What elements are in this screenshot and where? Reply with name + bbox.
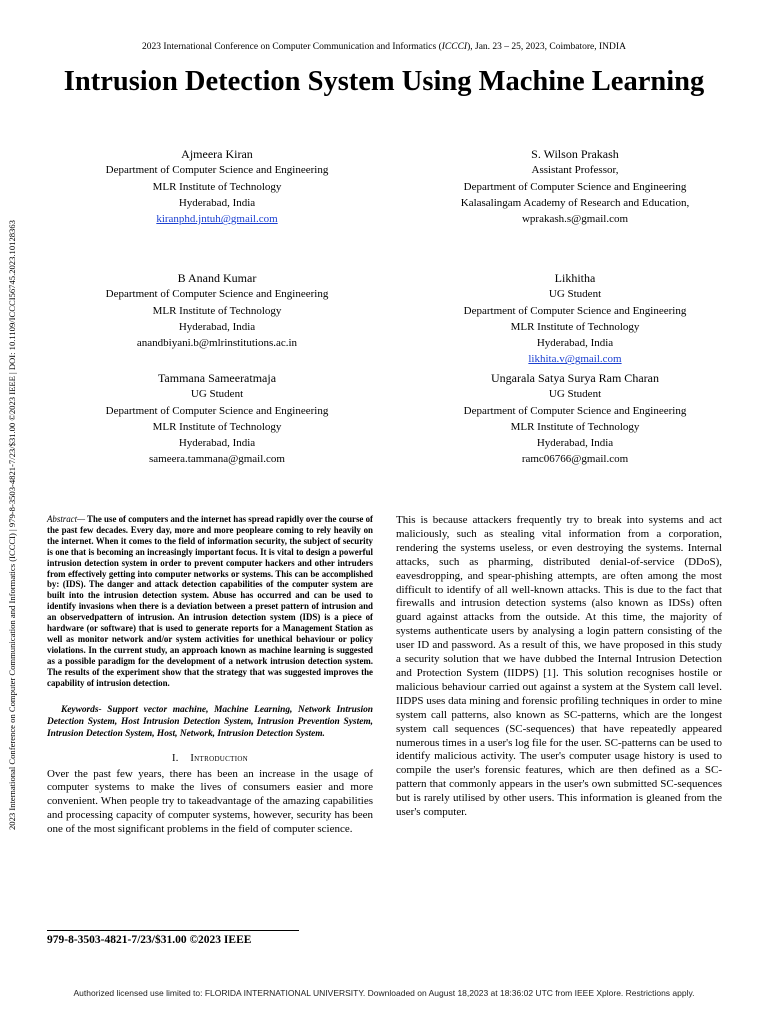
section-title: Introduction	[190, 752, 249, 764]
author-institute: MLR Institute of Technology	[152, 420, 282, 433]
author-city: Hyderabad, India	[178, 437, 256, 450]
header-text-before: 2023 International Conference on Computer Communication and Informatics (	[142, 42, 442, 52]
left-column	[47, 514, 373, 837]
author-name: Tammana Sameeratmaja	[157, 371, 277, 385]
author-block-6	[425, 370, 725, 468]
right-column	[396, 514, 722, 820]
author-block-2	[415, 146, 735, 227]
body-paragraph: This is because attackers frequently try to break into systems and act maliciously, such as stealing vital information from a corporation, rendering the systems useless, or even destroying the systems. Internal attacks, such as pharming, distributed denial-of-service (DDoS), eavesdropping, and spear-phishing attempts, are often among the most difficult to identify of all well-known attacks. This is due to the fact that firewalls and intrusion detection systems (also known as IDSs) often guard against attacks from the outside. At this time, the majority of systems authenticate users by analysing a login pattern consisting of the user ID and password. As a result of this, we have proposed in this study a security solution that we have dubbed the Internal Intrusion Detection and Protection System (IIDPS) [1]. This solution recognises hostile or malicious behaviour carried out against a system at the System call level. IIDPS uses data mining and forensic profiling techniques in order to mine system call patterns, also known as SC-patterns, which are the longest system call sequences (SC-sequences) that have repeatedly appeared numerous times in a user's log file for the user. SC-patterns can be used to identify malicious activity. The user's computer usage history is used to compile the user's forensic features, which are then defined as a SC-pattern that commonly appears in the user's own submitted SC-sequences but is rarely utilised by other users. This information is gleaned from the user's computer.	[396, 514, 722, 819]
keywords-paragraph: Keywords- Support vector machine, Machine Learning, Network Intrusion Detection System, Host Intrusion Detection System, Intrusion Prevention System, Intrusion Detection System, Host, Network, Intrusion Detection System.	[47, 704, 373, 739]
author-city: Hyderabad, India	[536, 337, 614, 350]
author-block-5	[67, 370, 367, 468]
author-block-3	[67, 270, 367, 351]
author-dept: Department of Computer Science and Engineering	[105, 164, 329, 177]
author-institute: MLR Institute of Technology	[152, 180, 282, 193]
conference-header	[0, 42, 768, 52]
header-text-after: ), Jan. 23 – 25, 2023, Coimbatore, INDIA	[467, 42, 626, 52]
author-block-1	[67, 146, 367, 227]
author-block-4	[425, 270, 725, 368]
abstract-paragraph	[47, 514, 373, 689]
author-city: Hyderabad, India	[178, 320, 256, 333]
author-email: sameera.tammana@gmail.com	[149, 453, 285, 466]
author-dept: Department of Computer Science and Engineering	[463, 180, 687, 193]
author-institute: MLR Institute of Technology	[152, 304, 282, 317]
author-email-link[interactable]: likhita.v@gmail.com	[528, 353, 622, 366]
author-institute: MLR Institute of Technology	[510, 320, 640, 333]
author-name: Ajmeera Kiran	[181, 147, 253, 161]
author-name: B Anand Kumar	[177, 271, 257, 285]
section-heading	[47, 753, 373, 764]
author-dept: Department of Computer Science and Engineering	[463, 404, 687, 417]
author-institute: Kalasalingam Academy of Research and Education,	[460, 196, 690, 209]
doi-sidebar: 2023 International Conference on Computer Communication and Informatics (ICCCI) | 979-8-3503-4821-7/23/$31.00 ©2023 IEEE | DOI: 10.1109/ICCCI56745.2023.10128363	[7, 220, 17, 830]
abstract-text: The use of computers and the internet has spread rapidly over the course of the past few decades. Every day, more and more peopleare coming to rely heavily on the internet. When it comes to the field of information security, the subject of security is one that is becoming an increasingly important focus. It is vital to design a powerful intrusion detection system in order to prevent computer hackers and other intruders from effectively getting into computer networks or systems. This can be accomplished by: (IDS). The danger and attack detection capabilities of the computer system are built into the intrusion detection system. Abuse has occurred and can be used to identify invasions when there is a deviation between a preset pattern of intrusion and an observedpattern of intrusion. An intrusion detection system (IDS) is a piece of hardware (or software) that is used to generate reports for a Management Station as well as monitor network and/or system activities for unethical behaviour or policy violations. In the current study, an approach known as machine learning is suggested as a possible paradigm for the development of a network intrusion detection system. The results of the experiment show that the strategy that was suggested improves the capability of intrusion detection.	[47, 514, 373, 688]
author-role: UG Student	[548, 288, 602, 301]
license-notice: Authorized licensed use limited to: FLORIDA INTERNATIONAL UNIVERSITY. Downloaded on August 18,2023 at 18:36:02 UTC from IEEE Xplore. Restrictions apply.	[73, 988, 695, 998]
section-number: I.	[171, 752, 179, 764]
author-role: UG Student	[548, 388, 602, 401]
author-institute: MLR Institute of Technology	[510, 420, 640, 433]
author-city: Hyderabad, India	[536, 437, 614, 450]
author-email: anandbiyani.b@mlrinstitutions.ac.in	[136, 337, 298, 350]
paper-title: Intrusion Detection System Using Machine Learning	[63, 66, 705, 97]
header-acronym: ICCCI	[441, 42, 468, 52]
author-name: S. Wilson Prakash	[531, 147, 619, 161]
abstract-lead: Abstract—	[47, 514, 85, 524]
author-email: ramc06766@gmail.com	[521, 453, 629, 466]
footer-rule	[47, 930, 299, 931]
author-role: UG Student	[190, 388, 244, 401]
author-role: Assistant Professor,	[531, 164, 619, 177]
author-city: Hyderabad, India	[178, 196, 256, 209]
footer-identifier: 979-8-3503-4821-7/23/$31.00 ©2023 IEEE	[47, 934, 252, 946]
author-dept: Department of Computer Science and Engineering	[463, 304, 687, 317]
author-name: Ungarala Satya Surya Ram Charan	[491, 371, 659, 385]
author-name: Likhitha	[554, 271, 596, 285]
author-email: wprakash.s@gmail.com	[521, 213, 629, 226]
author-email-link[interactable]: kiranphd.jntuh@gmail.com	[156, 213, 278, 226]
intro-paragraph: Over the past few years, there has been an increase in the usage of computer systems to make the lives of consumers easier and more convenient. When people try to takeadvantage of the amazing capabilities and processing capacity of computer systems, however, security has been one of the most significant problems in the field of computer science.	[47, 767, 373, 836]
author-dept: Department of Computer Science and Engineering	[105, 288, 329, 301]
author-dept: Department of Computer Science and Engineering	[105, 404, 329, 417]
